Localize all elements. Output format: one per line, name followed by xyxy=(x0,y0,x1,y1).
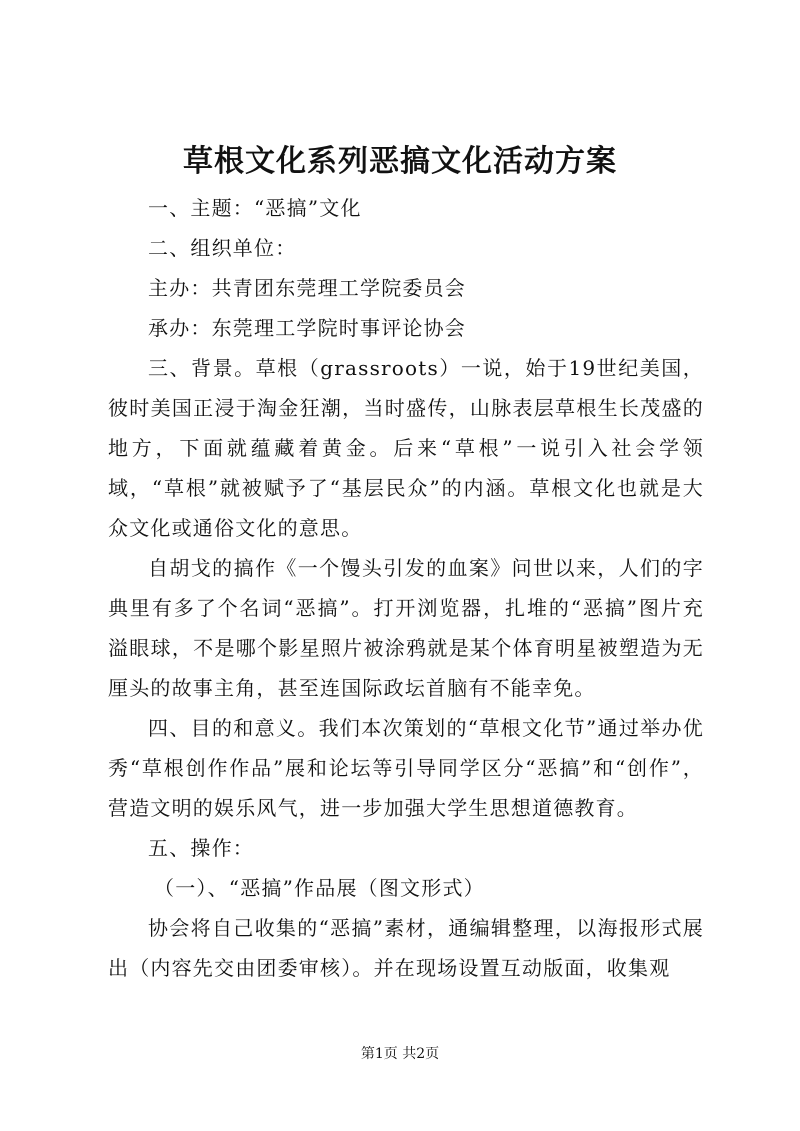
subsection-exhibition: （一）、“恶搞”作品展（图文形式） xyxy=(154,876,485,900)
document-title: 草根文化系列恶搞文化活动方案 xyxy=(183,144,617,179)
exhibition-paragraph: 协会将自己收集的“恶搞”素材，通编辑整理，以海报形式展出（内容先交由团委审核）。并在现场设置互动版面，收集观 xyxy=(108,916,704,980)
organizer-host: 主办：共青团东莞理工学院委员会 xyxy=(148,276,466,300)
section-background: 三、背景。草根（grassroots）一说，始于19世纪美国，彼时美国正浸于淘金狂潮，当时盛传，山脉表层草根生长茂盛的地方，下面就蕴藏着黄金。后来“草根”一说引入社会学领域，“草根”就被赋予了“基层民众”的内涵。草根文化也就是大众文化或通俗文化的意思。 xyxy=(108,356,704,540)
document-body xyxy=(108,188,704,988)
page-footer: 第1页 共2页 xyxy=(360,1046,440,1062)
background-paragraph: 自胡戈的搞作《一个馒头引发的血案》问世以来，人们的字典里有多了个名词“恶搞”。打开浏览器，扎堆的“恶搞”图片充溢眼球，不是哪个影星照片被涂鸦就是某个体育明星被塑造为无厘头的故事主角，甚至连国际政坛首脑有不能幸免。 xyxy=(108,556,704,700)
section-organizers: 二、组织单位： xyxy=(148,236,297,260)
section-theme: 一、主题：“恶搞”文化 xyxy=(148,196,362,220)
section-purpose: 四、目的和意义。我们本次策划的“草根文化节”通过举办优秀“草根创作作品”展和论坛等引导同学区分“恶搞”和“创作”，营造文明的娱乐风气，进一步加强大学生思想道德教育。 xyxy=(108,716,704,820)
section-operation: 五、操作： xyxy=(148,836,254,860)
organizer-undertaker: 承办：东莞理工学院时事评论协会 xyxy=(148,316,466,340)
